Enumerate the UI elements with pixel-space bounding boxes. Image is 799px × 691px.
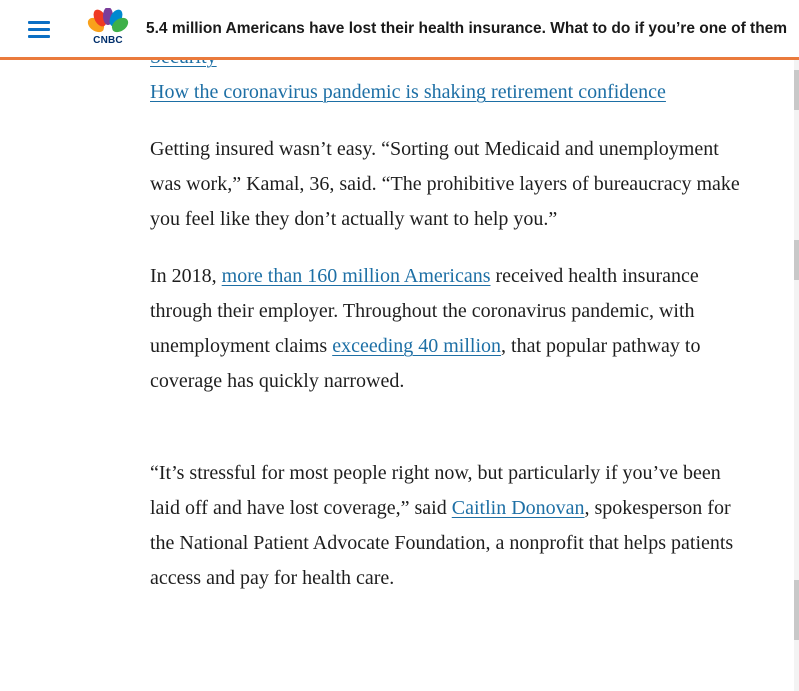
top-header-bar (0, 0, 799, 60)
logo-wordmark: CNBC (93, 35, 123, 46)
related-link-retirement-confidence[interactable]: How the coronavirus pandemic is shaking retirement confidence (150, 81, 666, 103)
scrollbar-marker (794, 70, 799, 110)
hamburger-menu-icon[interactable] (28, 20, 50, 38)
paragraph-text: , spokesperson for the National Patient Advocate Foundation, a nonprofit that helps patients access and pay for health care. (150, 497, 734, 589)
paragraph-employer-insurance (150, 259, 750, 399)
link-exceeding-40-million[interactable]: exceeding 40 million (332, 335, 502, 357)
link-160-million-americans[interactable]: more than 160 million Americans (221, 265, 491, 287)
paragraph-text: received health insurance through their employer. Throughout the coronavirus pandemic, with unemployment claims (150, 265, 699, 357)
paragraph-quote-donovan (150, 456, 750, 596)
menu-line (28, 21, 50, 24)
scrollbar-marker (794, 240, 799, 280)
article-body (150, 40, 750, 596)
paragraph-getting-insured (150, 132, 750, 237)
link-caitlin-donovan[interactable]: Caitlin Donovan (451, 497, 585, 519)
page-scrollbar[interactable] (794, 60, 799, 691)
article-headline: 5.4 million Americans have lost their health insurance. What to do if you’re one of them (146, 20, 788, 37)
paragraph-text: “It’s stressful for most people right now, but particularly if you’ve been laid off and have lost coverage,” said (150, 462, 721, 519)
paragraph-text: Getting insured wasn’t easy. “Sorting out Medicaid and unemployment was work,” Kamal, 36, said. “The prohibitive layers of bureaucracy make you feel like they don’t actually want to help you.” (150, 138, 740, 230)
menu-line (28, 28, 50, 31)
scrollbar-marker (794, 580, 799, 640)
paragraph-text: , that popular pathway to coverage has quickly narrowed. (150, 335, 701, 392)
paragraph-text: In 2018, (150, 265, 222, 287)
menu-line (28, 35, 50, 38)
